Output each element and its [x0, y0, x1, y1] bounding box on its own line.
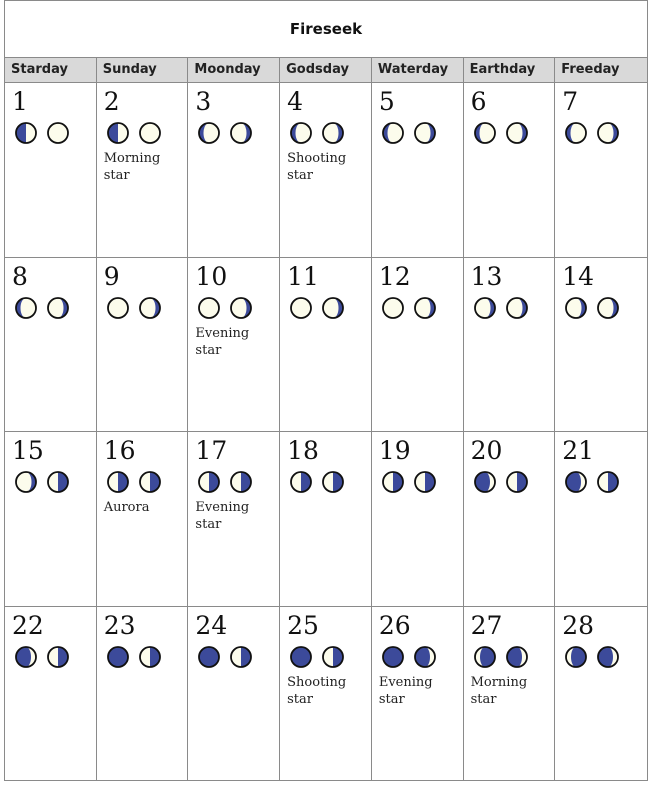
weekday-moonday: Moonday	[188, 58, 280, 82]
day-cell[interactable]	[555, 432, 647, 607]
moon-phase-icon	[413, 645, 437, 669]
day-number: 17	[195, 436, 228, 465]
moon-phases	[106, 645, 188, 669]
moon-phase-icon	[229, 121, 253, 145]
day-event: Shooting star	[287, 151, 347, 183]
day-event: Morning star	[470, 674, 528, 707]
day-number: 25	[287, 610, 319, 640]
weekday-waterday: Waterday	[372, 58, 464, 82]
day-cell[interactable]	[464, 83, 556, 258]
day-number: 23	[103, 610, 136, 640]
moon-phase-icon	[596, 121, 620, 145]
moon-phases	[289, 296, 371, 320]
day-cell[interactable]	[5, 83, 97, 258]
moon-phase-icon	[321, 296, 345, 320]
moon-phase-icon	[106, 645, 130, 669]
moon-phase-icon	[473, 645, 497, 669]
day-cell[interactable]	[372, 607, 464, 782]
calendar-title: Fireseek	[5, 1, 647, 58]
weekday-freeday: Freeday	[561, 62, 620, 77]
moon-phase-icon	[289, 121, 313, 145]
day-cell[interactable]	[97, 258, 189, 433]
day-number: 10	[195, 261, 228, 291]
moon-phases	[564, 645, 647, 669]
day-number: 7	[562, 87, 579, 116]
moon-phase-icon	[505, 645, 529, 669]
moon-phase-icon	[321, 645, 345, 669]
day-cell[interactable]	[280, 258, 372, 433]
moon-phase-icon	[229, 470, 253, 494]
day-event: Aurora	[103, 500, 150, 515]
day-number: 4	[287, 87, 304, 116]
moon-phases	[381, 470, 463, 494]
moon-phase-icon	[14, 470, 38, 494]
moon-phases	[381, 296, 463, 320]
moon-phase-icon	[46, 296, 70, 320]
day-cell[interactable]	[464, 432, 556, 607]
moon-phase-icon	[381, 645, 405, 669]
day-number: 3	[195, 87, 212, 116]
moon-phase-icon	[413, 296, 437, 320]
moon-phases	[106, 470, 188, 494]
moon-phase-icon	[596, 470, 620, 494]
moon-phases	[473, 121, 555, 145]
moon-phase-icon	[564, 470, 588, 494]
moon-phase-icon	[197, 645, 221, 669]
day-cell[interactable]	[555, 258, 647, 433]
day-event: Evening star	[378, 674, 433, 707]
moon-phase-icon	[381, 121, 405, 145]
day-number: 24	[195, 610, 228, 640]
day-cell[interactable]	[372, 83, 464, 258]
day-cell[interactable]	[464, 258, 556, 433]
moon-phase-icon	[14, 645, 38, 669]
moon-phases	[14, 296, 96, 320]
moon-phases	[381, 645, 463, 669]
moon-phases	[14, 470, 96, 494]
moon-phase-icon	[413, 121, 437, 145]
day-event: Evening star	[195, 500, 250, 532]
moon-phase-icon	[46, 470, 70, 494]
day-number: 15	[12, 436, 44, 465]
day-number: 27	[470, 610, 503, 640]
day-number: 11	[287, 261, 319, 291]
moon-phase-icon	[46, 121, 70, 145]
day-cell[interactable]	[188, 258, 280, 433]
moon-phase-icon	[413, 470, 437, 494]
moon-phases	[106, 296, 188, 320]
day-cell[interactable]	[5, 607, 97, 782]
moon-phase-icon	[14, 121, 38, 145]
day-number: 22	[12, 610, 44, 640]
day-cell[interactable]	[555, 83, 647, 258]
day-number: 5	[378, 87, 395, 116]
moon-phases	[564, 121, 647, 145]
moon-phases	[289, 645, 371, 669]
day-cell[interactable]	[555, 607, 647, 782]
day-cell[interactable]	[188, 432, 280, 607]
day-number: 1	[12, 87, 28, 116]
moon-phase-icon	[138, 470, 162, 494]
moon-phases	[381, 121, 463, 145]
moon-phase-icon	[473, 121, 497, 145]
moon-phases	[289, 470, 371, 494]
moon-phase-icon	[596, 645, 620, 669]
day-number: 26	[378, 610, 411, 640]
moon-phase-icon	[381, 296, 405, 320]
moon-phases	[197, 121, 279, 145]
moon-phase-icon	[289, 645, 313, 669]
day-number: 2	[103, 87, 120, 116]
day-event: Shooting star	[287, 674, 347, 707]
moon-phase-icon	[197, 121, 221, 145]
moon-phase-icon	[138, 296, 162, 320]
day-number: 6	[470, 87, 487, 116]
moon-phases	[473, 296, 555, 320]
moon-phases	[106, 121, 188, 145]
moon-phases	[473, 645, 555, 669]
moon-phase-icon	[289, 296, 313, 320]
moon-phase-icon	[564, 121, 588, 145]
day-cell[interactable]	[464, 607, 556, 782]
moon-phase-icon	[505, 296, 529, 320]
day-grid	[5, 83, 647, 781]
moon-phase-icon	[106, 470, 130, 494]
moon-phase-icon	[197, 470, 221, 494]
weekday-starday: Starday	[5, 58, 97, 82]
moon-phase-icon	[229, 645, 253, 669]
day-number: 28	[562, 610, 595, 640]
moon-phase-icon	[473, 296, 497, 320]
moon-phase-icon	[46, 645, 70, 669]
weekday-godsday: Godsday	[280, 58, 372, 82]
day-number: 18	[287, 436, 319, 465]
day-cell[interactable]	[5, 258, 97, 433]
moon-phases	[473, 470, 555, 494]
day-number: 13	[470, 261, 503, 291]
moon-phase-icon	[197, 296, 221, 320]
moon-phases	[289, 121, 371, 145]
day-cell[interactable]	[372, 258, 464, 433]
day-number: 8	[12, 261, 28, 291]
day-cell[interactable]	[97, 607, 189, 782]
day-cell[interactable]	[280, 432, 372, 607]
moon-phases	[197, 470, 279, 494]
moon-phase-icon	[473, 470, 497, 494]
day-number: 12	[378, 261, 411, 291]
day-cell[interactable]	[280, 83, 372, 258]
moon-phase-icon	[138, 121, 162, 145]
day-event: Evening star	[195, 325, 250, 358]
day-cell[interactable]	[280, 607, 372, 782]
moon-phases	[564, 470, 647, 494]
moon-phase-icon	[229, 296, 253, 320]
day-number: 19	[378, 436, 411, 465]
day-cell[interactable]	[97, 83, 189, 258]
day-number: 14	[562, 261, 595, 291]
moon-phase-icon	[106, 121, 130, 145]
day-number: 20	[470, 436, 503, 465]
moon-phase-icon	[564, 296, 588, 320]
weekday-earthday: Earthday	[464, 58, 556, 82]
moon-phase-icon	[564, 645, 588, 669]
day-event: Morning star	[103, 151, 161, 183]
weekday-sunday: Sunday	[97, 58, 189, 82]
moon-phase-icon	[289, 470, 313, 494]
moon-phases	[197, 296, 279, 320]
moon-phases	[14, 645, 96, 669]
moon-phase-icon	[381, 470, 405, 494]
day-number: 21	[562, 436, 595, 465]
calendar	[4, 0, 648, 781]
day-cell[interactable]	[97, 432, 189, 607]
day-cell[interactable]	[5, 432, 97, 607]
moon-phases	[197, 645, 279, 669]
moon-phase-icon	[505, 121, 529, 145]
weekday-header-row	[5, 58, 647, 83]
moon-phases	[564, 296, 647, 320]
moon-phase-icon	[596, 296, 620, 320]
moon-phase-icon	[106, 296, 130, 320]
moon-phases	[14, 121, 96, 145]
day-cell[interactable]	[372, 432, 464, 607]
day-number: 9	[103, 261, 120, 291]
moon-phase-icon	[505, 470, 529, 494]
day-number: 16	[103, 436, 136, 465]
day-cell[interactable]	[188, 83, 280, 258]
moon-phase-icon	[321, 121, 345, 145]
moon-phase-icon	[138, 645, 162, 669]
moon-phase-icon	[14, 296, 38, 320]
moon-phase-icon	[321, 470, 345, 494]
day-cell[interactable]	[188, 607, 280, 782]
